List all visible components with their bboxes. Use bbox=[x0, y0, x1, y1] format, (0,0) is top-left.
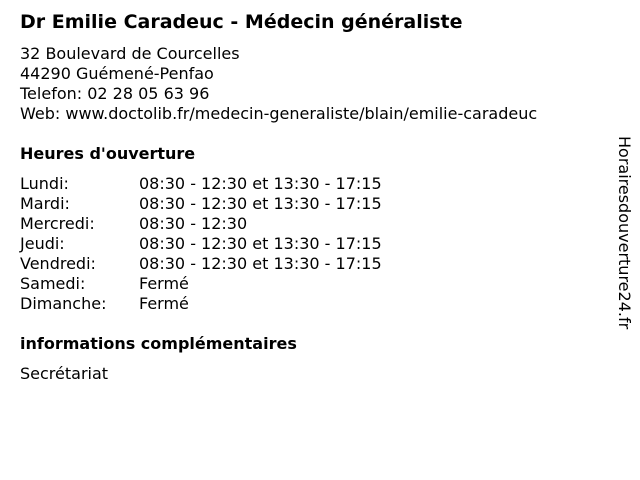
address-block bbox=[20, 44, 537, 124]
time-value: 08:30 - 12:30 bbox=[139, 214, 248, 233]
site-watermark: Horairesdouverture24.fr bbox=[615, 136, 634, 330]
day-label: Vendredi: bbox=[20, 254, 96, 273]
day-label: Samedi: bbox=[20, 274, 86, 293]
hours-row-jeudi bbox=[20, 234, 440, 254]
street-address: 32 Boulevard de Courcelles bbox=[20, 44, 240, 63]
hours-heading: Heures d'ouverture bbox=[20, 144, 196, 163]
time-value: 08:30 - 12:30 et 13:30 - 17:15 bbox=[139, 174, 382, 193]
hours-table bbox=[20, 174, 440, 314]
time-value: Fermé bbox=[139, 294, 189, 313]
day-label: Lundi: bbox=[20, 174, 69, 193]
hours-row-samedi bbox=[20, 274, 440, 294]
day-label: Mardi: bbox=[20, 194, 70, 213]
page-title: Dr Emilie Caradeuc - Médecin généraliste bbox=[20, 11, 463, 33]
website: Web: www.doctolib.fr/medecin-generaliste/blain/emilie-caradeuc bbox=[20, 104, 538, 123]
time-value: 08:30 - 12:30 et 13:30 - 17:15 bbox=[139, 194, 382, 213]
time-value: Fermé bbox=[139, 274, 189, 293]
hours-row-dimanche bbox=[20, 294, 440, 314]
phone-number: Telefon: 02 28 05 63 96 bbox=[20, 84, 210, 103]
city-address: 44290 Guémené-Penfao bbox=[20, 64, 214, 83]
day-label: Dimanche: bbox=[20, 294, 107, 313]
hours-row-mardi bbox=[20, 194, 440, 214]
info-text: Secrétariat bbox=[20, 364, 109, 383]
hours-row-vendredi bbox=[20, 254, 440, 274]
time-value: 08:30 - 12:30 et 13:30 - 17:15 bbox=[139, 254, 382, 273]
hours-row-mercredi bbox=[20, 214, 440, 234]
day-label: Mercredi: bbox=[20, 214, 95, 233]
hours-row-lundi bbox=[20, 174, 440, 194]
day-label: Jeudi: bbox=[20, 234, 65, 253]
time-value: 08:30 - 12:30 et 13:30 - 17:15 bbox=[139, 234, 382, 253]
info-heading: informations complémentaires bbox=[20, 334, 297, 353]
